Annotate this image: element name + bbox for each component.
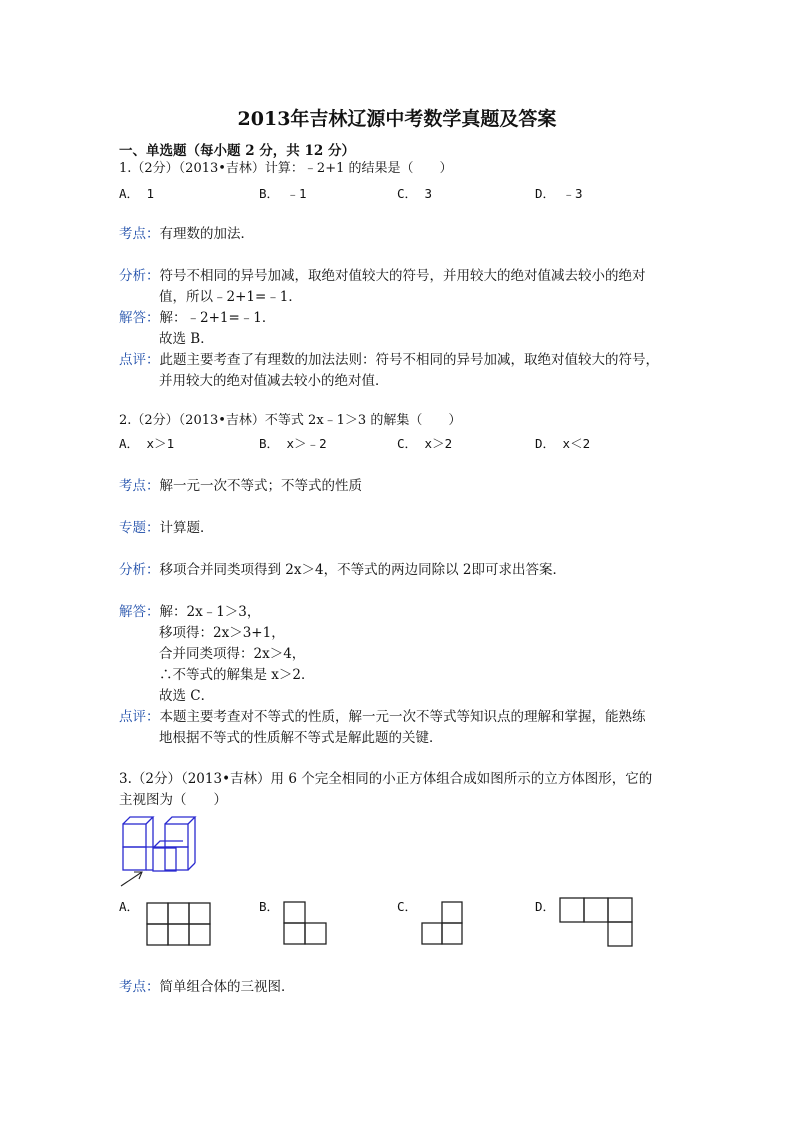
q2-zhuanti-text: 计算题． xyxy=(159,520,214,536)
q1-stem: 1.（2分）（2013•吉林）计算：﹣2+1 的结果是（ ） xyxy=(119,161,453,176)
q3-stem-line1: 3.（2分）（2013•吉林）用 6 个完全相同的小正方体组合成如图所示的立方体图形，它的 xyxy=(119,771,653,787)
q1-fenxi xyxy=(119,266,646,286)
view-arrow-icon xyxy=(121,872,142,886)
q1-kaodian-text: 有理数的加法． xyxy=(159,226,254,242)
q1-option-b: B． ﹣1 xyxy=(259,186,307,201)
q2-dianping-line2: 地根据不等式的性质解不等式是解此题的关键． xyxy=(159,730,443,746)
q2-option-a: A． x＞1 xyxy=(119,436,175,451)
q1-kaodian xyxy=(119,224,254,244)
q2-dianping xyxy=(119,707,646,727)
q1-dianping xyxy=(119,350,659,370)
q1-jieda-line1: 解：﹣2+1=﹣1． xyxy=(159,310,276,326)
kaodian-label: 考点： xyxy=(119,226,160,242)
q2-jieda-line3: 合并同类项得：2x＞4， xyxy=(159,646,306,662)
jieda-label: 解答： xyxy=(119,604,160,620)
jieda-label: 解答： xyxy=(119,310,160,326)
fenxi-label: 分析： xyxy=(119,562,160,578)
q2-kaodian-text: 解一元一次不等式；不等式的性质 xyxy=(159,478,362,494)
q3-option-d: D． xyxy=(535,899,556,914)
q3-kaodian-text: 简单组合体的三视图． xyxy=(159,979,295,995)
q2-kaodian xyxy=(119,476,362,496)
q3-option-a: A． xyxy=(119,899,140,914)
q1-jieda xyxy=(119,308,275,328)
cube-figure xyxy=(116,812,206,890)
fenxi-label: 分析： xyxy=(119,268,160,284)
option-c-view xyxy=(421,901,465,947)
q2-fenxi-text: 移项合并同类项得到 2x＞4，不等式的两边同除以 2即可求出答案． xyxy=(159,562,566,578)
kaodian-label: 考点： xyxy=(119,979,160,995)
page-title: 2013年吉林辽源中考数学真题及答案 xyxy=(237,108,557,130)
dianping-label: 点评： xyxy=(119,352,160,368)
q1-option-d: D． ﹣3 xyxy=(535,186,583,201)
q1-dianping-line2: 并用较大的绝对值减去较小的绝对值． xyxy=(159,373,389,389)
q1-fenxi-line1: 符号不相同的异号加减，取绝对值较大的符号，并用较大的绝对值减去较小的绝对 xyxy=(159,268,646,284)
kaodian-label: 考点： xyxy=(119,478,160,494)
zhuanti-label: 专题： xyxy=(119,520,160,536)
q2-jieda-line1: 解：2x﹣1＞3， xyxy=(159,604,261,620)
q1-dianping-line1: 此题主要考查了有理数的加法法则：符号不相同的异号加减，取绝对值较大的符号， xyxy=(159,352,659,368)
q3-kaodian xyxy=(119,977,295,997)
q2-stem: 2.（2分）（2013•吉林）不等式 2x﹣1＞3 的解集（ ） xyxy=(119,413,462,428)
q1-jieda-line2: 故选 B． xyxy=(159,331,214,347)
q2-jieda-line5: 故选 C． xyxy=(159,688,215,704)
q2-dianping-line1: 本题主要考查对不等式的性质，解一元一次不等式等知识点的理解和掌握，能熟练 xyxy=(159,709,646,725)
q1-option-a: A． 1 xyxy=(119,186,155,201)
q3-stem-line2: 主视图为（ ） xyxy=(119,792,227,808)
q2-jieda-line4: ∴不等式的解集是 x＞2． xyxy=(159,667,315,683)
dianping-label: 点评： xyxy=(119,709,160,725)
q2-zhuanti xyxy=(119,518,214,538)
q3-option-b: B． xyxy=(259,899,280,914)
q1-fenxi-line2: 值，所以﹣2+1=﹣1． xyxy=(159,289,302,305)
q2-option-c: C． x＞2 xyxy=(397,436,453,451)
q2-fenxi xyxy=(119,560,566,580)
q2-jieda xyxy=(119,602,260,622)
option-d-view xyxy=(559,897,635,949)
q2-jieda-line2: 移项得：2x＞3+1， xyxy=(159,625,285,641)
q1-option-c: C． 3 xyxy=(397,186,433,201)
option-a-view xyxy=(146,902,212,946)
q2-option-d: D． x＜2 xyxy=(535,436,591,451)
option-b-view xyxy=(283,901,331,947)
section-heading: 一、单选题（每小题 2 分，共 12 分） xyxy=(119,143,355,159)
q3-option-c: C． xyxy=(397,899,418,914)
q2-option-b: B． x＞﹣2 xyxy=(259,436,327,451)
